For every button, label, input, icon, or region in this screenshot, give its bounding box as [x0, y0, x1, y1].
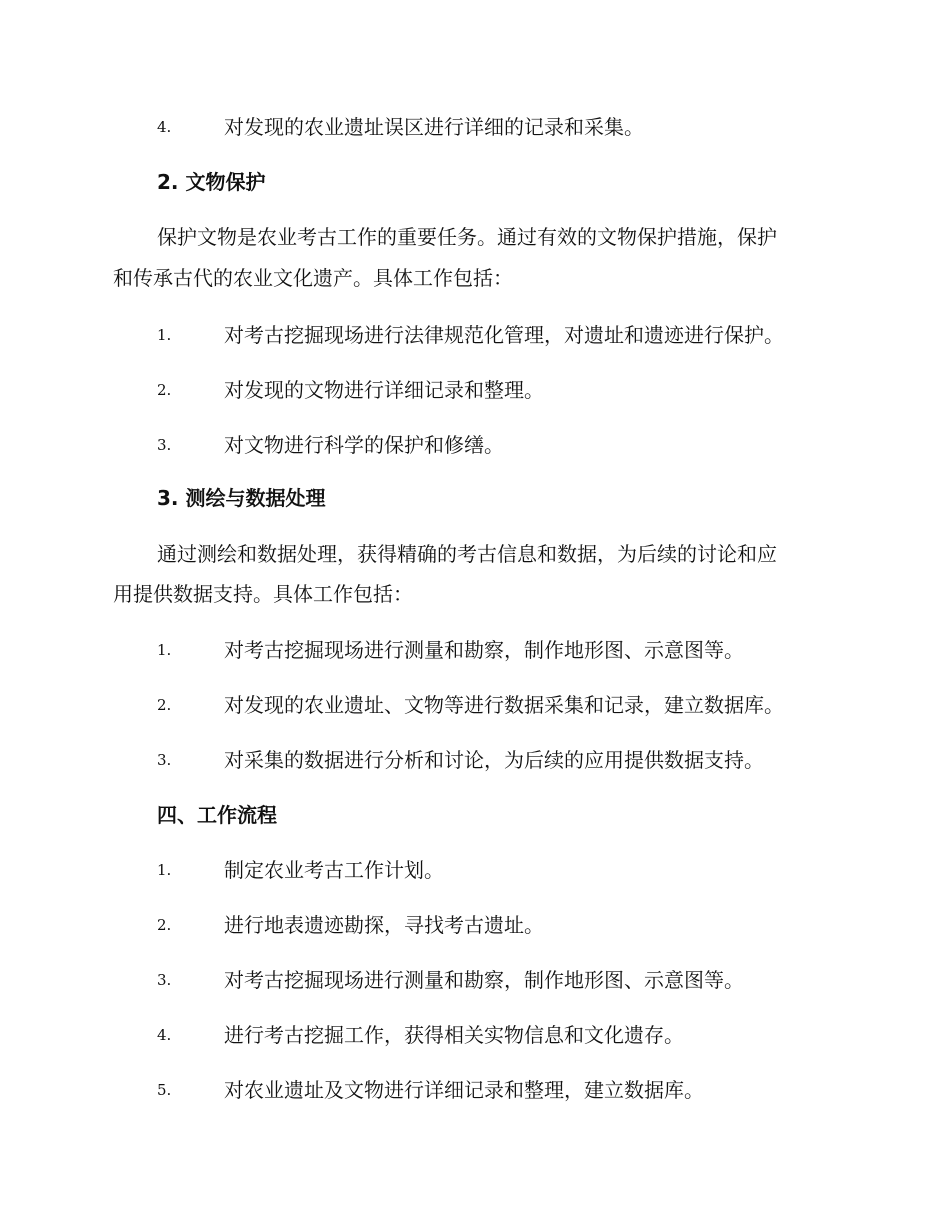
section-heading: 3. 测绘与数据处理: [157, 486, 326, 510]
list-item-number: 1.: [157, 861, 172, 879]
paragraph-line: 通过测绘和数据处理，获得精确的考古信息和数据，为后续的讨论和应: [157, 542, 777, 566]
paragraph-line: 和传承古代的农业文化遗产。具体工作包括：: [113, 266, 513, 290]
list-item-text: 对文物进行科学的保护和修缮。: [224, 433, 504, 457]
list-item-text: 对考古挖掘现场进行法律规范化管理，对遗址和遗迹进行保护。: [224, 323, 784, 347]
list-item-number: 3.: [157, 971, 172, 989]
list-item-text: 对考古挖掘现场进行测量和勘察，制作地形图、示意图等。: [224, 968, 744, 992]
list-item-text: 制定农业考古工作计划。: [224, 858, 444, 882]
section-heading: 2. 文物保护: [157, 170, 266, 194]
list-item-number: 4.: [157, 1026, 172, 1044]
list-item-number: 5.: [157, 1081, 172, 1099]
list-item-number: 2.: [157, 381, 172, 399]
list-item-number: 3.: [157, 436, 172, 454]
list-item-number: 3.: [157, 751, 172, 769]
list-item-text: 进行地表遗迹勘探，寻找考古遗址。: [224, 913, 544, 937]
list-item-number: 2.: [157, 916, 172, 934]
list-item-number: 1.: [157, 641, 172, 659]
list-item-text: 对采集的数据进行分析和讨论，为后续的应用提供数据支持。: [224, 748, 764, 772]
paragraph-line: 保护文物是农业考古工作的重要任务。通过有效的文物保护措施，保护: [157, 225, 777, 249]
paragraph-line: 用提供数据支持。具体工作包括：: [113, 582, 413, 606]
list-item-text: 对考古挖掘现场进行测量和勘察，制作地形图、示意图等。: [224, 638, 744, 662]
list-item-number: 1.: [157, 326, 172, 344]
list-item-text: 对农业遗址及文物进行详细记录和整理，建立数据库。: [224, 1078, 704, 1102]
list-item-text: 对发现的农业遗址、文物等进行数据采集和记录，建立数据库。: [224, 693, 784, 717]
list-item-number: 4.: [157, 118, 172, 136]
section-heading: 四、工作流程: [157, 803, 277, 827]
list-item-text: 进行考古挖掘工作，获得相关实物信息和文化遗存。: [224, 1023, 684, 1047]
list-item-number: 2.: [157, 696, 172, 714]
list-item-text: 对发现的农业遗址误区进行详细的记录和采集。: [224, 115, 644, 139]
list-item-text: 对发现的文物进行详细记录和整理。: [224, 378, 544, 402]
